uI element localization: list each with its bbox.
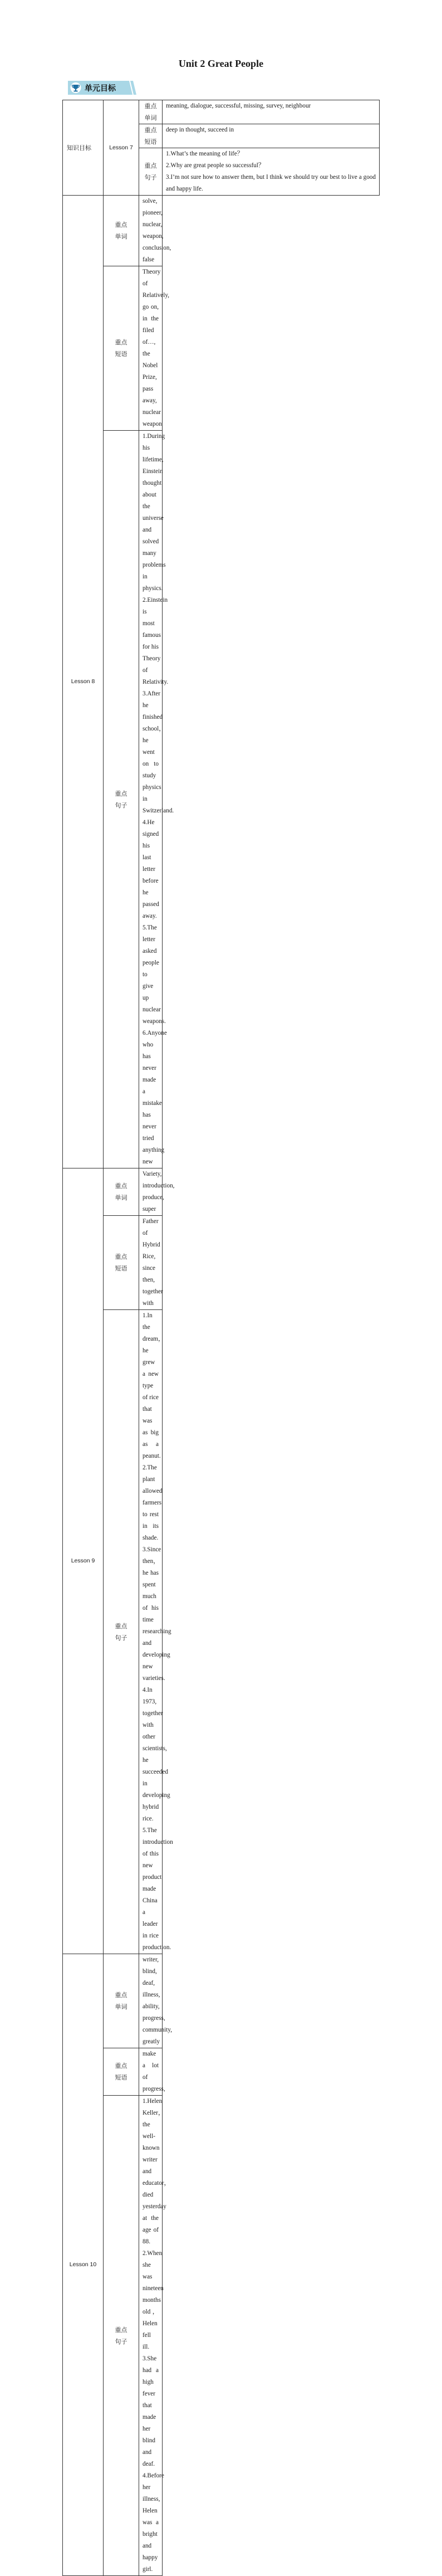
kind-cell: 重点 句子 <box>139 148 163 196</box>
content-cell: meaning, dialogue, successful, missing, survey, neighbour <box>163 100 380 124</box>
unit-goals-table <box>62 100 380 2576</box>
kind-cell: 重点 短语 <box>104 266 139 431</box>
kind-cell: 重点 单词 <box>104 1168 139 1216</box>
kind-cell: 重点 短语 <box>139 124 163 148</box>
kind-cell: 重点 句子 <box>104 431 139 1168</box>
lesson-cell: Lesson 8 <box>63 196 104 1168</box>
lesson-cell: Lesson 10 <box>63 1954 104 2576</box>
content-cell: 1.During his lifetime, Einstein thought about the universe and solved many problems in physics. 2.Einstein is most famous for his Theory of Relativity. 3.After he finished school，he went on to study physics in Switzerland. 4.He signed his last letter before he passed away. 5.The letter asked people to give up nuclear weapons. 6.Anyone who has never made a mistake has never tried anything new <box>139 431 163 1168</box>
table-row <box>63 1310 380 1954</box>
section-banner <box>68 81 136 95</box>
content-cell: Father of Hybrid Rice, since then, together with <box>139 1216 163 1310</box>
trophy-icon <box>71 82 81 93</box>
content-cell: 1.Helen Keller，the well- known writer and educator，died yesterday at the age of 88. 2.When she was nineteen months old，Helen fell ill. 3.She had a high fever that made her blind and deaf. 4.Before her illness, Helen was a bright and happy girl. <box>139 2096 163 2576</box>
content-cell: 1.In the dream，he grew a new type of rice that was as big as a peanut. 2.The plant allowed farmers to rest in its shade. 3.Since then，he has spent much of his time researching and developing new varieties. 4.In 1973, together with other scientists, he succeeded in developing hybrid rice. 5.The introduction of this new product made China a leader in rice production. <box>139 1310 163 1954</box>
kind-cell: 重点 短语 <box>104 1216 139 1310</box>
lesson-cell: Lesson 9 <box>63 1168 104 1954</box>
table-row <box>63 2096 380 2576</box>
kind-cell: 重点 句子 <box>104 1310 139 1954</box>
table-row <box>63 196 380 266</box>
kind-cell: 重点 句子 <box>104 2096 139 2576</box>
content-cell: make a lot of progress, <box>139 2048 163 2096</box>
content-cell: Variety, introduction, produce, super <box>139 1168 163 1216</box>
lesson-cell: Lesson 7 <box>104 100 139 196</box>
kind-cell: 重点 单词 <box>139 100 163 124</box>
kind-cell: 重点 短语 <box>104 2048 139 2096</box>
content-cell: Theory of Relatively, go on, in the filed of…, the Nobel Prize, pass away, nuclear weapon <box>139 266 163 431</box>
kind-cell: 重点 单词 <box>104 1954 139 2048</box>
content-cell: writer, blind, deaf, illness, ability, progress, community, greatly <box>139 1954 163 2048</box>
table-row <box>63 1168 380 1216</box>
table-row <box>63 431 380 1168</box>
table-row <box>63 2048 380 2096</box>
content-cell: deep in thought, succeed in <box>163 124 380 148</box>
content-cell: 1.What’s the meaning of life？ 2.Why are great people so successful？ 3.I’m not sure how to answer them, but I think we should try our best to live a good and happy life. <box>163 148 380 196</box>
table-row <box>63 1216 380 1310</box>
section-banner-label: 单元目标 <box>85 84 116 93</box>
table-row <box>63 1954 380 2048</box>
table-row <box>63 100 380 124</box>
page-title: Unit 2 Great People <box>178 58 264 69</box>
content-cell: solve, pioneer, nuclear, weapon, conclusion, false <box>139 196 163 266</box>
category-cell: 知识目标 <box>63 100 104 196</box>
kind-cell: 重点 单词 <box>104 196 139 266</box>
table-row <box>63 266 380 431</box>
